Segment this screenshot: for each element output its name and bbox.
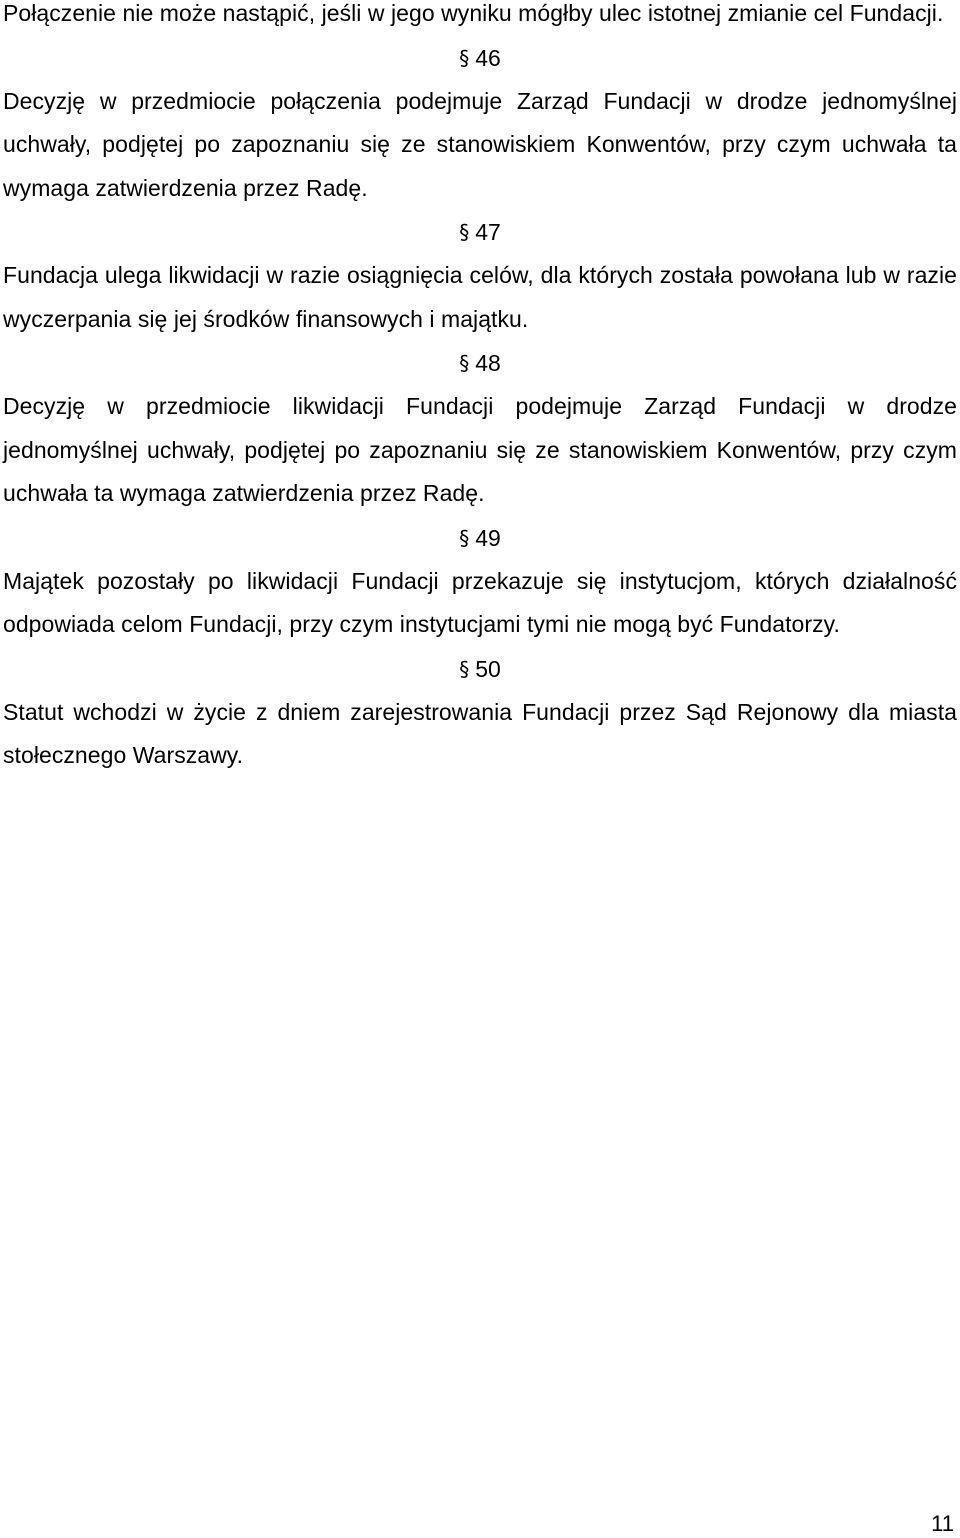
section-heading-50 xyxy=(3,647,957,691)
section-number: 46 xyxy=(475,44,501,71)
paragraph-section-46: Decyzję w przedmiocie połączenia podejmuje Zarząd Fundacji w drodze jednomyślnej uchwały, podjętej po zapoznaniu się ze stanowiskiem Konwentów, przy czym uchwała ta wymaga zatwierdzenia przez Radę. xyxy=(3,87,957,201)
section-number: 50 xyxy=(475,655,501,682)
section-heading-48 xyxy=(3,341,957,385)
section-sign: § xyxy=(459,220,470,244)
paragraph-section-48: Decyzję w przedmiocie likwidacji Fundacji podejmuje Zarząd Fundacji w drodze jednomyślnej uchwały, podjętej po zapoznaniu się ze stanowiskiem Konwentów, przy czym uchwała ta wymaga zatwierdzenia przez Radę. xyxy=(3,393,957,506)
section-sign: § xyxy=(459,656,470,681)
section-number: 49 xyxy=(475,524,501,551)
section-heading-46 xyxy=(3,36,957,80)
paragraph-section-50: Statut wchodzi w życie z dniem zarejestrowania Fundacji przez Sąd Rejonowy dla miasta stołecznego Warszawy. xyxy=(3,698,957,768)
section-number: 48 xyxy=(475,350,501,376)
paragraph-section-47: Fundacja ulega likwidacji w razie osiągnięcia celów, dla których została powołana lub w razie wyczerpania się jej środków finansowych i majątku. xyxy=(3,262,957,332)
page-number: 11 xyxy=(931,1511,954,1536)
paragraph-merger-condition: Połączenie nie może nastąpić, jeśli w jego wyniku mógłby ulec istotnej zmianie cel Fundacji. xyxy=(3,0,944,26)
section-sign: § xyxy=(459,525,470,550)
section-sign: § xyxy=(459,45,470,70)
section-heading-47 xyxy=(3,210,957,254)
section-sign: § xyxy=(459,351,470,375)
section-number: 47 xyxy=(475,219,501,245)
paragraph-section-49: Majątek pozostały po likwidacji Fundacji przekazuje się instytucjom, których działalność odpowiada celom Fundacji, przy czym instytucjami tymi nie mogą być Fundatorzy. xyxy=(3,567,957,637)
section-heading-49 xyxy=(3,516,957,560)
document-page xyxy=(3,0,957,778)
